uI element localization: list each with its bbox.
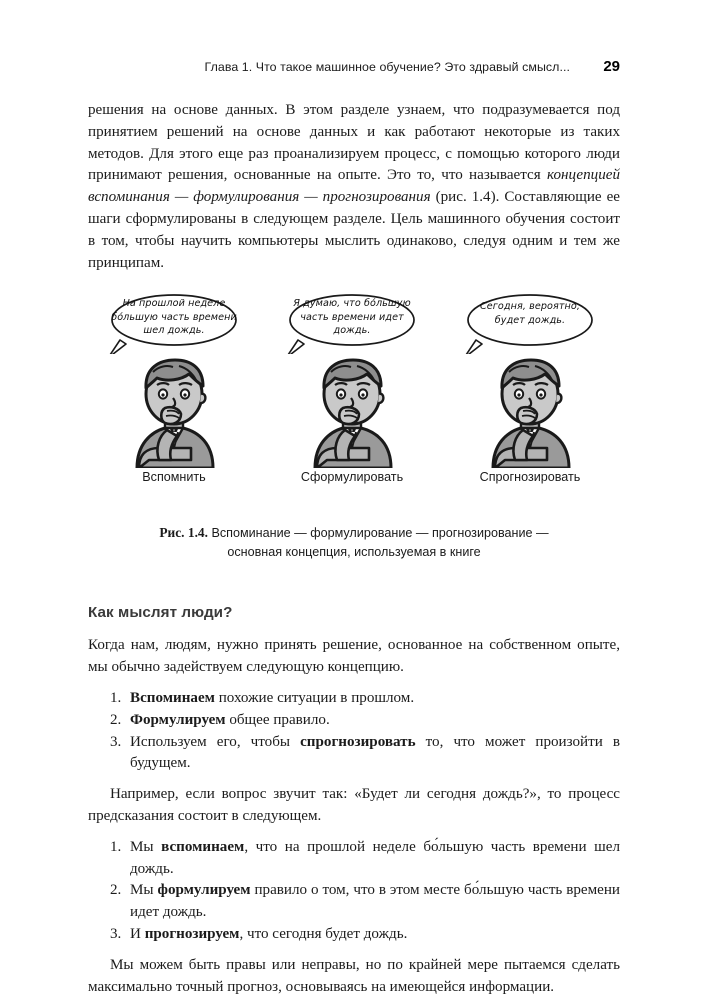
body-text-block <box>88 100 620 274</box>
list-item-emphasis: формулируем <box>157 882 251 899</box>
thinking-man-icon <box>446 356 614 468</box>
closing-paragraph: Мы можем быть правы или неправы, но по крайней мере пытаемся сделать максимально точный прогноз, основываясь на имеющейся информации. <box>88 956 620 995</box>
figure-character-1-label: Вспомнить <box>142 470 206 485</box>
steps-list-general <box>88 688 620 775</box>
list-item-text: , что на прошлой неделе бо́льшую часть времени шел дождь. <box>130 838 620 877</box>
figure-caption-line-1: Вспоминание — формулирование — прогнозирование — <box>207 526 549 541</box>
steps-list-rain-example <box>88 837 620 946</box>
list-item-emphasis: Вспоминаем <box>130 689 215 706</box>
speech-bubble-2-text: Я думаю, что бо́льшую часть времени идет дождь. <box>293 298 411 336</box>
thinking-man-icon <box>268 356 436 468</box>
list-item <box>88 732 620 776</box>
list-item-text-pre: Мы <box>130 838 162 855</box>
list-item <box>88 710 620 732</box>
paragraph-text-part-2: (рис. 1.4). Составляющие ее шаги сформулированы в следующем разделе. Цель машинного обучения состоит в том, чтобы научить компьютеры мыслить одинаково, следуя одним и тем же принципам. <box>88 189 620 271</box>
list-item-emphasis: прогнозируем <box>144 925 240 942</box>
concept-emphasis: концепцией вспоминания — формулирования — прогнозирования <box>88 167 620 206</box>
example-paragraph: Например, если вопрос звучит так: «Будет ли сегодня дождь?», то процесс предсказания состоит в следующем. <box>88 786 620 824</box>
figure-character-2-label: Сформулировать <box>300 470 404 485</box>
speech-bubble-3-text: Сегодня, вероятно, будет дождь. <box>479 301 581 326</box>
figure-caption <box>88 523 620 562</box>
list-item-emphasis: Формулируем <box>130 711 226 728</box>
speech-bubble-3 <box>446 292 614 354</box>
figure-character-3-label: Спрогнозировать <box>479 470 581 485</box>
figure-character-1 <box>90 292 258 497</box>
list-item-emphasis: спрогнозировать <box>300 733 416 750</box>
list-item <box>88 688 620 710</box>
list-item-text: , что сегодня будет дождь. <box>239 925 408 942</box>
paragraph-text-part-1: решения на основе данных. В этом разделе узнаем, что подразумевается под принятием решений на основе данных и как работают некоторые из таких методов. Для этого еще раз проанализируем процесс, с помощью которого люди принимают решения, основанные на опыте. Это то, что называется <box>88 102 620 184</box>
figure-1-4 <box>88 292 620 562</box>
list-item-emphasis: вспоминаем <box>161 838 245 855</box>
figure-character-2 <box>268 292 436 497</box>
thinking-man-icon <box>90 356 258 468</box>
list-item-text: похожие ситуации в прошлом. <box>214 689 415 706</box>
figure-caption-line-2: основная концепция, используемая в книге <box>227 545 481 560</box>
page-number: 29 <box>603 58 620 75</box>
list-item-text: правило о том, что в этом месте бо́льшую часть времени идет дождь. <box>130 882 620 921</box>
figure-character-3 <box>446 292 614 497</box>
speech-bubble-2 <box>268 292 436 354</box>
list-item-text: то, что может произойти в будущем. <box>130 733 620 772</box>
section-intro-paragraph: Когда нам, людям, нужно принять решение, основанное на собственном опыте, мы обычно задействуем следующую концепцию. <box>88 637 620 676</box>
running-head <box>88 0 620 75</box>
figure-number: Рис. 1.4. <box>159 525 208 541</box>
list-item-text-pre: Используем его, чтобы <box>130 733 301 750</box>
speech-bubble-1 <box>90 292 258 354</box>
section-heading: Как мыслят люди? <box>88 604 233 622</box>
list-item <box>88 837 620 881</box>
speech-bubble-1-text: На прошлой неделе бо́льшую часть времени шел дождь. <box>111 298 237 336</box>
list-item <box>88 924 620 946</box>
list-item-text-pre: Мы <box>130 882 158 899</box>
list-item-text-pre: И <box>130 925 145 942</box>
list-item-text: общее правило. <box>225 711 330 728</box>
figure-artwork <box>88 292 620 497</box>
list-item <box>88 880 620 924</box>
chapter-title: Глава 1. Что такое машинное обучение? Это здравый смысл... <box>204 60 570 74</box>
paragraph-continuation <box>88 100 620 274</box>
